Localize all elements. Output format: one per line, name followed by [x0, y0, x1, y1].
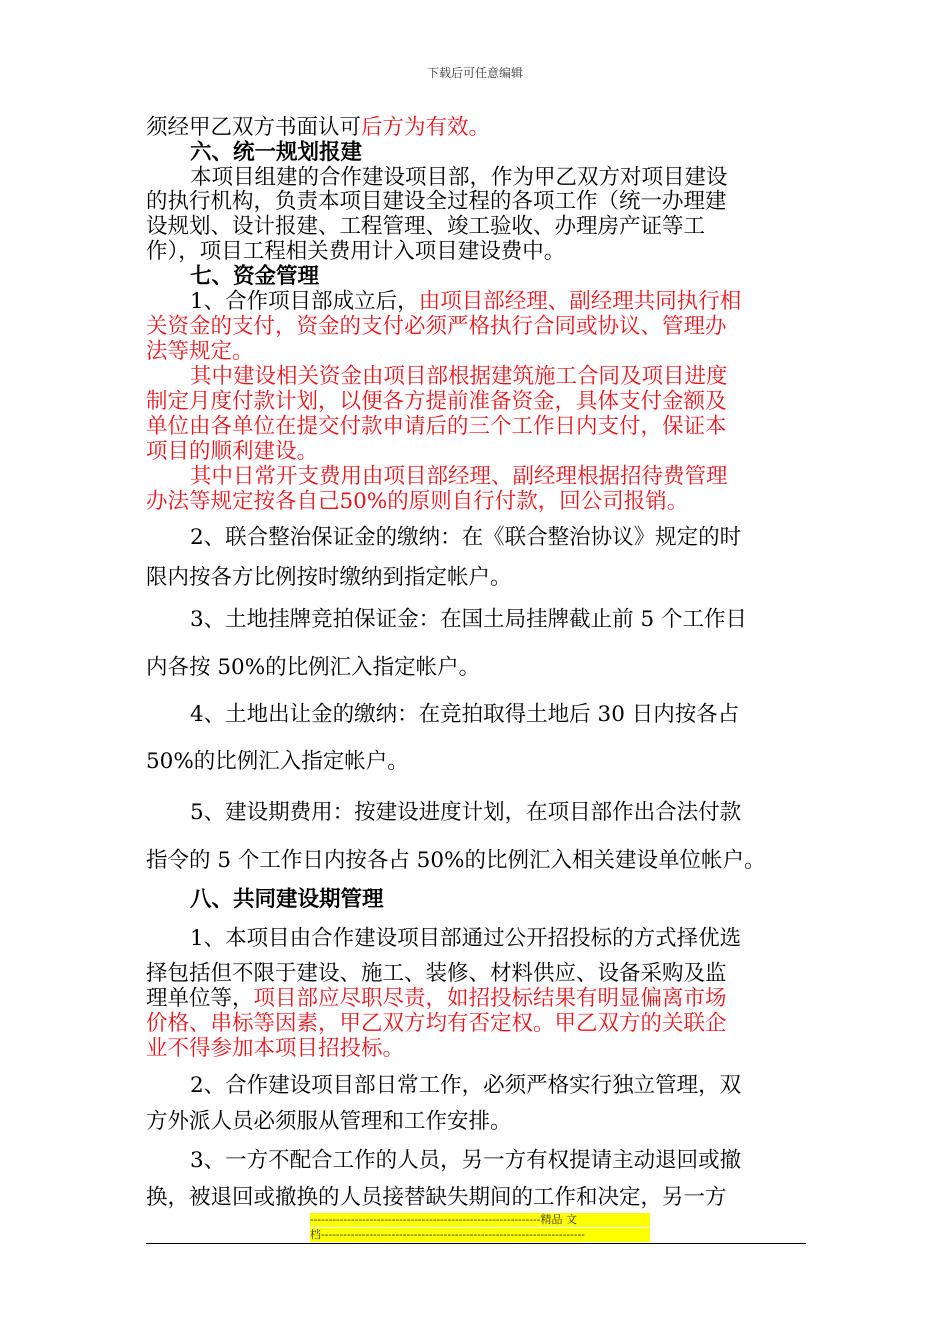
body-line: 2、联合整治保证金的缴纳：在《联合整治协议》规定的时 [190, 525, 742, 550]
body-line: 制定月度付款计划，以便各方提前准备资金，具体支付金额及 [146, 389, 727, 414]
body-line: 限内按各方比例按时缴纳到指定帐户。 [146, 565, 512, 590]
body-line: 的执行机构，负责本项目建设全过程的各项工作（统一办理建 [146, 189, 727, 214]
body-line: 其中日常开支费用由项目部经理、副经理根据招待费管理 [190, 464, 728, 489]
body-line: 3、一方不配合工作的人员，另一方有权提请主动退回或撤 [190, 1148, 742, 1173]
body-line: 指令的 5 个工作日内按各占 50%的比例汇入相关建设单位帐户。 [146, 848, 766, 873]
body-line: 4、土地出让金的缴纳：在竞拍取得土地后 30 日内按各占 [190, 702, 740, 727]
body-line: 择包括但不限于建设、施工、装修、材料供应、设备采购及监 [146, 961, 727, 986]
body-line: 换，被退回或撤换的人员接替缺失期间的工作和决定，另一方 [146, 1185, 727, 1210]
body-line: 价格、串标等因素，甲乙双方均有否定权。甲乙双方的关联企 [146, 1011, 727, 1036]
body-line: 设规划、设计报建、工程管理、竣工验收、办理房产证等工 [146, 214, 706, 239]
body-line: 其中建设相关资金由项目部根据建筑施工合同及项目进度 [190, 364, 728, 389]
footer-watermark-line-2: 档----------------------------------------------------------------------- [310, 1228, 650, 1242]
body-line: 作），项目工程相关费用计入项目建设费中。 [146, 239, 566, 264]
body-line: 1、合作项目部成立后，由项目部经理、副经理共同执行相 [190, 289, 742, 314]
body-line: 须经甲乙双方书面认可后方为有效。 [146, 115, 491, 140]
section-heading: 六、统一规划报建 [190, 140, 363, 165]
body-line: 项目的顺利建设。 [146, 439, 319, 464]
body-line: 2、合作建设项目部日常工作，必须严格实行独立管理，双 [190, 1073, 742, 1098]
body-line: 业不得参加本项目招投标。 [146, 1036, 405, 1061]
body-line: 内各按 50%的比例汇入指定帐户。 [146, 655, 481, 680]
body-line: 法等规定。 [146, 339, 254, 364]
body-line: 5、建设期费用：按建设进度计划，在项目部作出合法付款 [190, 800, 742, 825]
section-heading: 七、资金管理 [190, 264, 320, 289]
body-line: 单位由各单位在提交付款申请后的三个工作日内支付，保证本 [146, 414, 727, 439]
section-heading: 八、共同建设期管理 [190, 887, 384, 912]
body-line: 关资金的支付，资金的支付必须严格执行合同或协议、管理办 [146, 314, 727, 339]
body-line: 办法等规定按各自己50%的原则自行付款，回公司报销。 [146, 489, 689, 514]
body-line: 本项目组建的合作建设项目部，作为甲乙双方对项目建设 [190, 165, 728, 190]
footer-rule [146, 1243, 806, 1244]
body-line: 50%的比例汇入指定帐户。 [146, 749, 409, 774]
body-line: 方外派人员必须服从管理和工作安排。 [146, 1109, 512, 1134]
body-line: 3、土地挂牌竞拍保证金：在国土局挂牌截止前 5 个工作日 [190, 607, 748, 632]
footer-watermark-line-1: --------------------------------------------------------------精品 文 [310, 1213, 650, 1227]
page-header: 下载后可任意编辑 [426, 66, 523, 80]
body-line: 1、本项目由合作建设项目部通过公开招投标的方式择优选 [190, 926, 742, 951]
body-line: 理单位等，项目部应尽职尽责，如招投标结果有明显偏离市场 [146, 986, 727, 1011]
